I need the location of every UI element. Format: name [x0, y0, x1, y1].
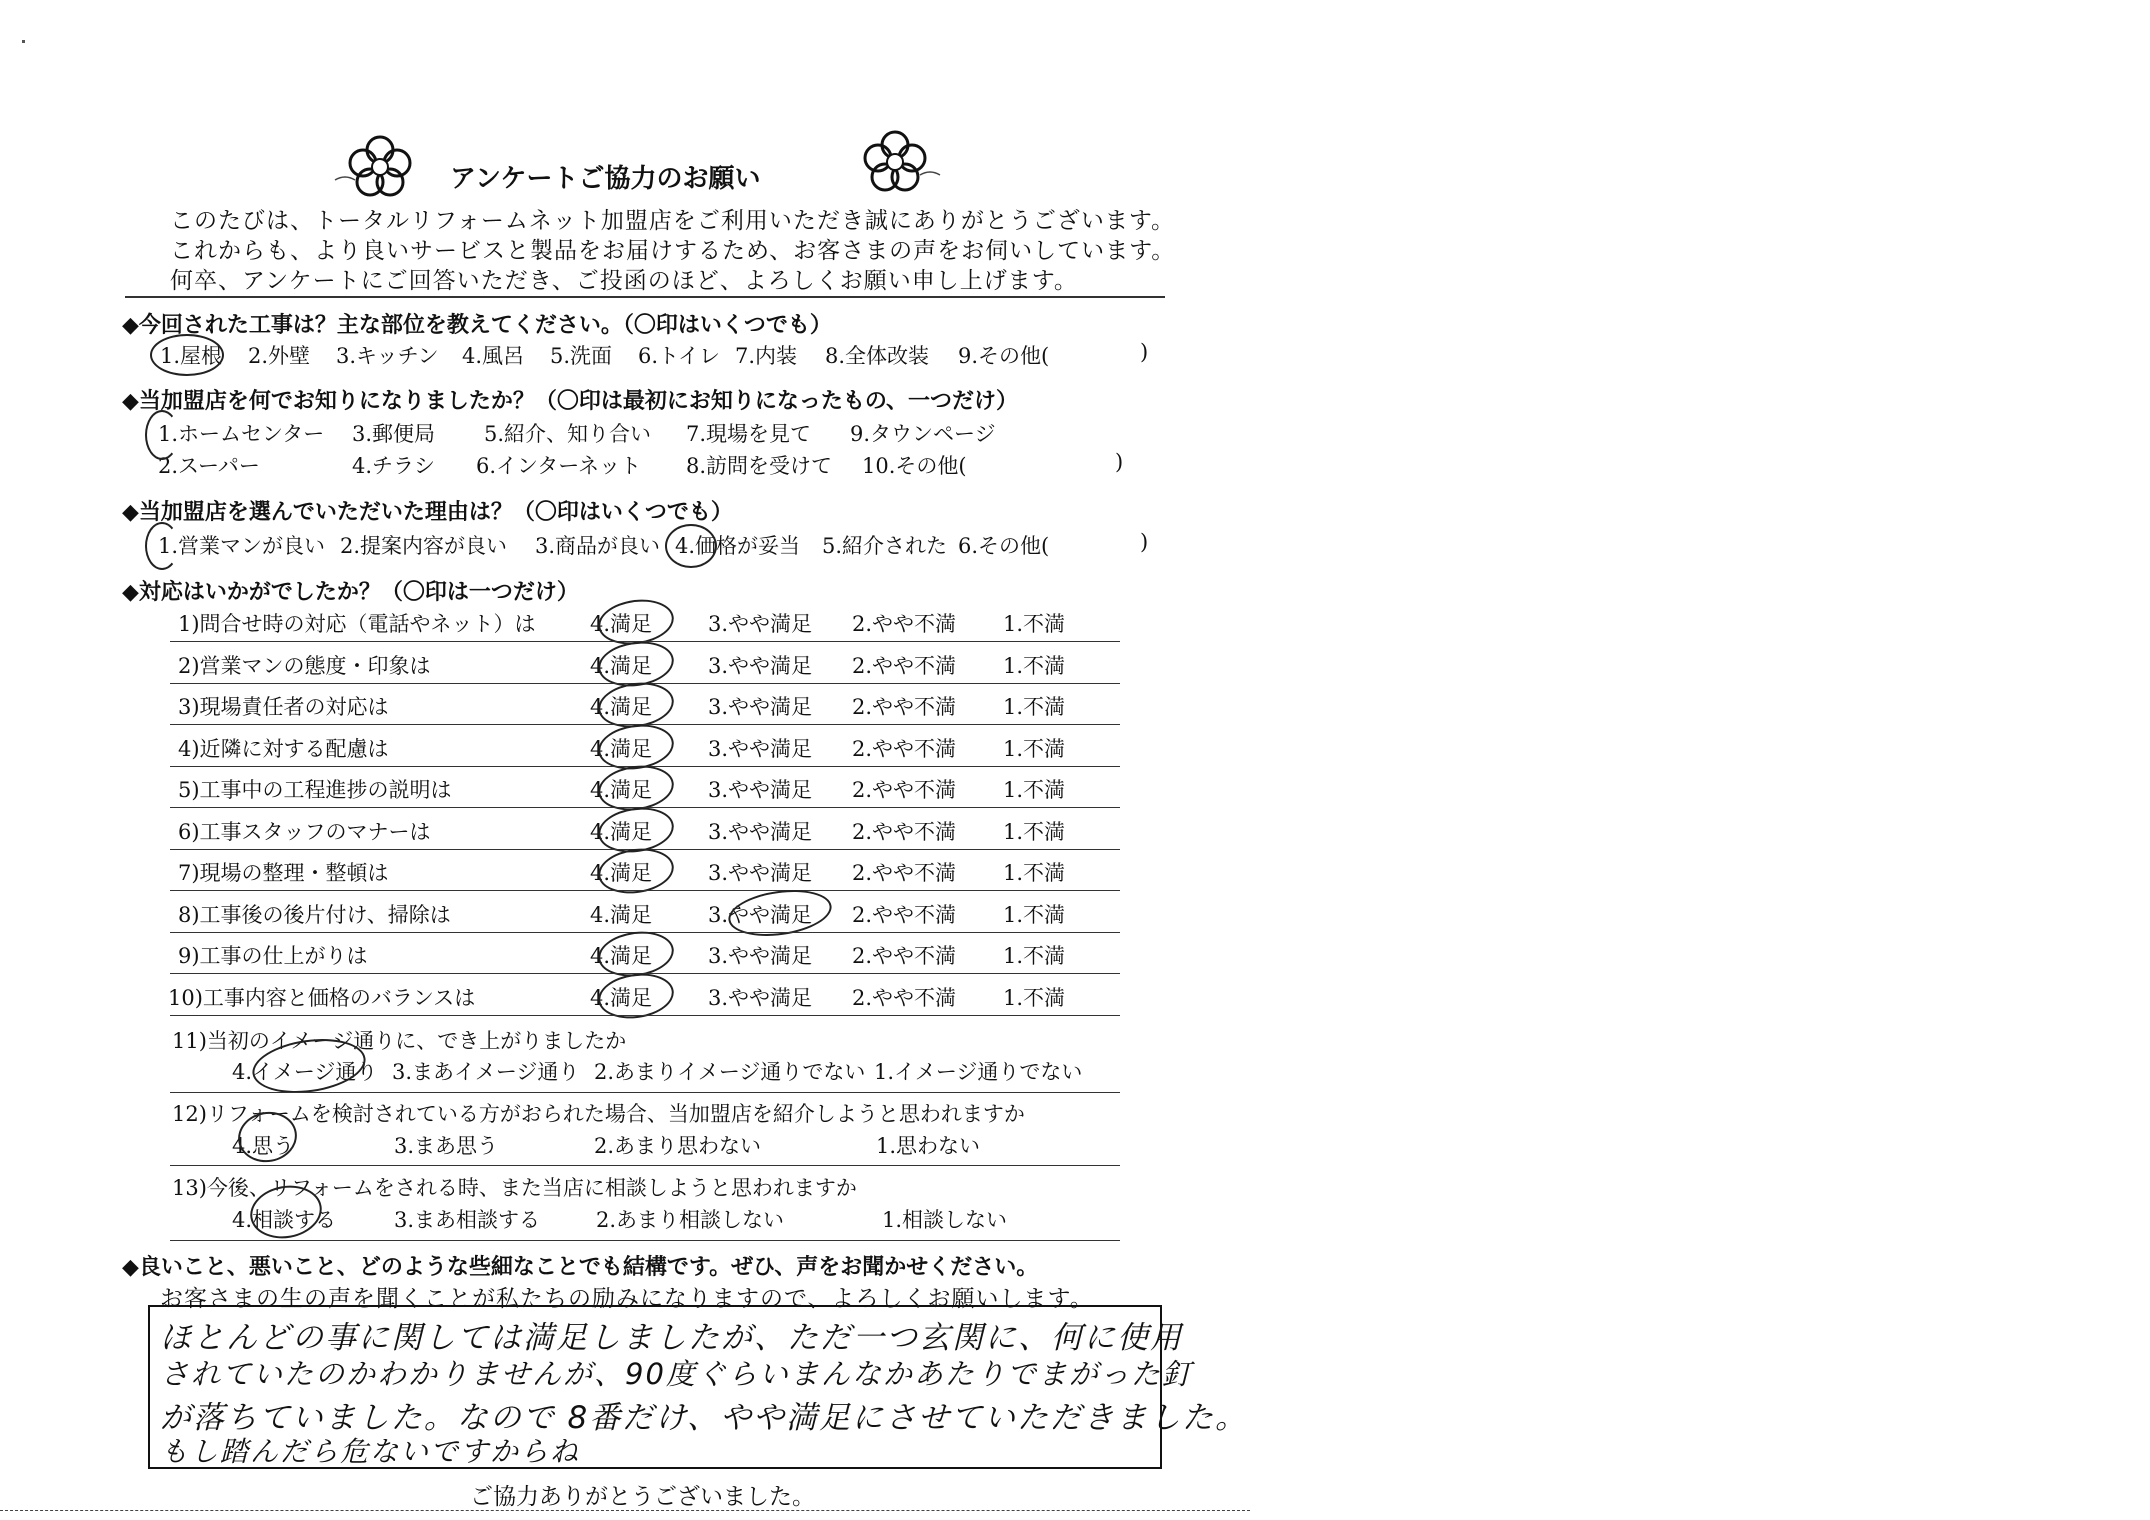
q2-option-9[interactable]: 9.タウンページ — [850, 422, 996, 446]
q3-option-4[interactable]: 4.価格が妥当 — [675, 534, 801, 558]
q2-question: ◆当加盟店を何でお知りになりましたか？（〇印は最初にお知りになったもの、一つだけ） — [122, 389, 1019, 414]
footer-thanks: ご協力ありがとうございました。 — [470, 1484, 815, 1510]
q4-row-option[interactable]: 4.満足 — [590, 695, 653, 719]
q1-option-6[interactable]: 6.トイレ — [638, 344, 720, 368]
q1-option-3[interactable]: 3.キッチン — [336, 344, 439, 368]
intro-line-1: このたびは、トータルリフォームネット加盟店をご利用いただき誠にありがとうございます。 — [170, 208, 1176, 234]
q3-option-3[interactable]: 3.商品が良い — [535, 534, 661, 558]
q2-option-6[interactable]: 6.インターネット — [476, 454, 642, 478]
q4-row-option[interactable]: 2.やや不満 — [852, 695, 957, 719]
q4-row-option[interactable]: 3.やや満足 — [708, 820, 813, 844]
q4-row-option[interactable]: 4.満足 — [590, 737, 653, 761]
flower-icon-right — [845, 125, 945, 195]
row-divider — [170, 1240, 1120, 1241]
q4-row-label: 4)近隣に対する配慮は — [178, 737, 389, 761]
q4-row-label: 3)現場責任者の対応は — [178, 695, 389, 719]
q4-row-option[interactable]: 2.やや不満 — [852, 944, 957, 968]
q2-option-8[interactable]: 8.訪問を受けて — [686, 454, 833, 478]
q3-option-5[interactable]: 5.紹介された — [822, 534, 948, 558]
answer-circle — [665, 524, 717, 568]
q4-row-option[interactable]: 1.不満 — [1003, 903, 1066, 927]
q3-option-1[interactable]: 1.営業マンが良い — [158, 534, 326, 558]
q4-row-option[interactable]: 2.やや不満 — [852, 778, 957, 802]
q1-option-9-close: ) — [1140, 340, 1149, 364]
answer-circle — [725, 884, 834, 942]
q4-row-label: 5)工事中の工程進捗の説明は — [178, 778, 452, 802]
q4-row-option[interactable]: 1.不満 — [1003, 944, 1066, 968]
q1-option-2[interactable]: 2.外壁 — [248, 344, 311, 368]
page-title: アンケートご協力のお願い — [450, 164, 761, 194]
q12-option-2[interactable]: 2.あまり思わない — [594, 1134, 762, 1158]
q1-option-9[interactable]: 9.その他( — [958, 344, 1050, 368]
q4-row-option[interactable]: 2.やや不満 — [852, 986, 957, 1010]
q13-option-3[interactable]: 3.まあ相談する — [394, 1208, 541, 1232]
q4-row-option[interactable]: 3.やや満足 — [708, 654, 813, 678]
scan-speck — [22, 40, 25, 43]
q4-row-option[interactable]: 2.やや不満 — [852, 612, 957, 636]
q11-option-1[interactable]: 1.イメージ通りでない — [874, 1060, 1083, 1084]
q13-question: 13)今後、リフォームをされる時、また当店に相談しようと思われますか — [172, 1176, 857, 1200]
q11-option-2[interactable]: 2.あまりイメージ通りでない — [594, 1060, 866, 1084]
q4-row-option[interactable]: 3.やや満足 — [708, 861, 813, 885]
intro-line-2: これからも、より良いサービスと製品をお届けするため、お客さまの声をお伺いしています。 — [170, 238, 1176, 264]
q4-row-option[interactable]: 3.やや満足 — [708, 695, 813, 719]
answer-circle — [145, 522, 179, 570]
q4-row-option[interactable]: 1.不満 — [1003, 695, 1066, 719]
q4-row-label: 10)工事内容と価格のバランスは — [168, 986, 476, 1010]
q2-option-3[interactable]: 3.郵便局 — [352, 422, 436, 446]
q4-row-option[interactable]: 3.やや満足 — [708, 944, 813, 968]
q12-option-1[interactable]: 1.思わない — [876, 1134, 981, 1158]
q4-row-label: 7)現場の整理・整頓は — [178, 861, 389, 885]
flower-icon-left — [330, 130, 430, 200]
q4-row-option[interactable]: 1.不満 — [1003, 778, 1066, 802]
q4-row-option[interactable]: 1.不満 — [1003, 820, 1066, 844]
q12-question: 12)リフォームを検討されている方がおられた場合、当加盟店を紹介しようと思われますか — [172, 1102, 1025, 1126]
q1-option-7[interactable]: 7.内装 — [735, 344, 798, 368]
q11-question: 11)当初のイメージ通りに、でき上がりましたか — [172, 1029, 627, 1053]
comments-question: ◆良いこと、悪いこと、どのような些細なことでも結構です。ぜひ、声をお聞かせください。 — [122, 1255, 1039, 1280]
row-divider — [170, 890, 1120, 891]
q4-row-label: 8)工事後の後片付け、掃除は — [178, 903, 451, 927]
q3-option-6-close: ) — [1140, 530, 1149, 554]
q4-row-option[interactable]: 1.不満 — [1003, 737, 1066, 761]
q4-row-option[interactable]: 1.不満 — [1003, 861, 1066, 885]
q4-row-option[interactable]: 4.満足 — [590, 903, 653, 927]
q13-option-1[interactable]: 1.相談しない — [882, 1208, 1008, 1232]
comment-line-4: もし踏んだら危ないですからね — [160, 1435, 581, 1468]
header-divider — [125, 296, 1165, 298]
q4-row-label: 2)営業マンの態度・印象は — [178, 654, 431, 678]
q13-option-4[interactable]: 4.相談する — [232, 1208, 337, 1232]
q4-row-option[interactable]: 4.満足 — [590, 986, 653, 1010]
q4-row-option[interactable]: 2.やや不満 — [852, 654, 957, 678]
q4-row-option[interactable]: 3.やや満足 — [708, 737, 813, 761]
q11-option-3[interactable]: 3.まあイメージ通り — [392, 1060, 580, 1084]
q4-row-label: 1)問合せ時の対応（電話やネット）は — [178, 612, 536, 636]
q3-option-6[interactable]: 6.その他( — [958, 534, 1050, 558]
q4-row-option[interactable]: 1.不満 — [1003, 612, 1066, 636]
row-divider — [170, 1015, 1120, 1016]
q12-option-4[interactable]: 4.思う — [232, 1134, 295, 1158]
q2-option-5[interactable]: 5.紹介、知り合い — [484, 422, 652, 446]
q2-option-2[interactable]: 2.スーパー — [158, 454, 260, 478]
row-divider — [170, 1092, 1120, 1093]
q11-option-4[interactable]: 4.イメージ通り — [232, 1060, 378, 1084]
answer-circle — [150, 334, 224, 376]
q1-option-8[interactable]: 8.全体改装 — [825, 344, 930, 368]
q1-option-5[interactable]: 5.洗面 — [550, 344, 613, 368]
q1-option-4[interactable]: 4.風呂 — [462, 344, 525, 368]
answer-circle — [145, 410, 179, 460]
q4-row-option[interactable]: 3.やや満足 — [708, 612, 813, 636]
q4-row-option[interactable]: 2.やや不満 — [852, 903, 957, 927]
q1-option-1[interactable]: 1.屋根 — [160, 344, 223, 368]
comments-subtext: お客さまの生の声を聞くことが私たちの励みになりますので、よろしくお願いします。 — [160, 1286, 1094, 1312]
q4-row-label: 6)工事スタッフのマナーは — [178, 820, 431, 844]
q2-option-10-close: ) — [1115, 450, 1124, 474]
q1-question: ◆今回された工事は？主な部位を教えてください。（〇印はいくつでも） — [122, 313, 832, 338]
footer-dashed-line — [0, 1510, 1250, 1511]
comment-line-2: されていたのかわかりませんが、90度ぐらいまんなかあたりでまがった釘 — [160, 1357, 1193, 1391]
q4-row-option[interactable]: 3.やや満足 — [708, 903, 813, 927]
q4-row-option[interactable]: 4.満足 — [590, 778, 653, 802]
q4-row-option[interactable]: 3.やや満足 — [708, 778, 813, 802]
q4-row-option[interactable]: 2.やや不満 — [852, 861, 957, 885]
row-divider — [170, 1165, 1120, 1166]
q4-row-option[interactable]: 4.満足 — [590, 861, 653, 885]
q13-option-2[interactable]: 2.あまり相談しない — [596, 1208, 785, 1232]
q4-row-label: 9)工事の仕上がりは — [178, 944, 368, 968]
q2-option-7[interactable]: 7.現場を見て — [686, 422, 812, 446]
q4-row-option[interactable]: 4.満足 — [590, 612, 653, 636]
q4-row-option[interactable]: 2.やや不満 — [852, 820, 957, 844]
comment-line-1: ほとんどの事に関しては満足しましたが、ただ一つ玄関に、何に使用 — [160, 1320, 1183, 1356]
q4-row-option[interactable]: 1.不満 — [1003, 654, 1066, 678]
q4-row-option[interactable]: 2.やや不満 — [852, 737, 957, 761]
q12-option-3[interactable]: 3.まあ思う — [394, 1134, 499, 1158]
q2-option-4[interactable]: 4.チラシ — [352, 454, 436, 478]
intro-line-3: 何卒、アンケートにご回答いただき、ご投函のほど、よろしくお願い申し上げます。 — [170, 268, 1078, 294]
q4-row-option[interactable]: 4.満足 — [590, 820, 653, 844]
q4-row-option[interactable]: 4.満足 — [590, 944, 653, 968]
q2-option-10[interactable]: 10.その他( — [862, 454, 967, 478]
q4-row-option[interactable]: 1.不満 — [1003, 986, 1066, 1010]
q3-question: ◆当加盟店を選んでいただいた理由は？（〇印はいくつでも） — [122, 500, 733, 525]
q4-question: ◆対応はいかがでしたか？（〇印は一つだけ） — [122, 580, 579, 605]
comment-line-3: が落ちていました。なので 8番だけ、やや満足にさせていただきました。 — [160, 1400, 1249, 1436]
q3-option-2[interactable]: 2.提案内容が良い — [340, 534, 508, 558]
q2-option-1[interactable]: 1.ホームセンター — [158, 422, 325, 446]
q4-row-option[interactable]: 3.やや満足 — [708, 986, 813, 1010]
q4-row-option[interactable]: 4.満足 — [590, 654, 653, 678]
